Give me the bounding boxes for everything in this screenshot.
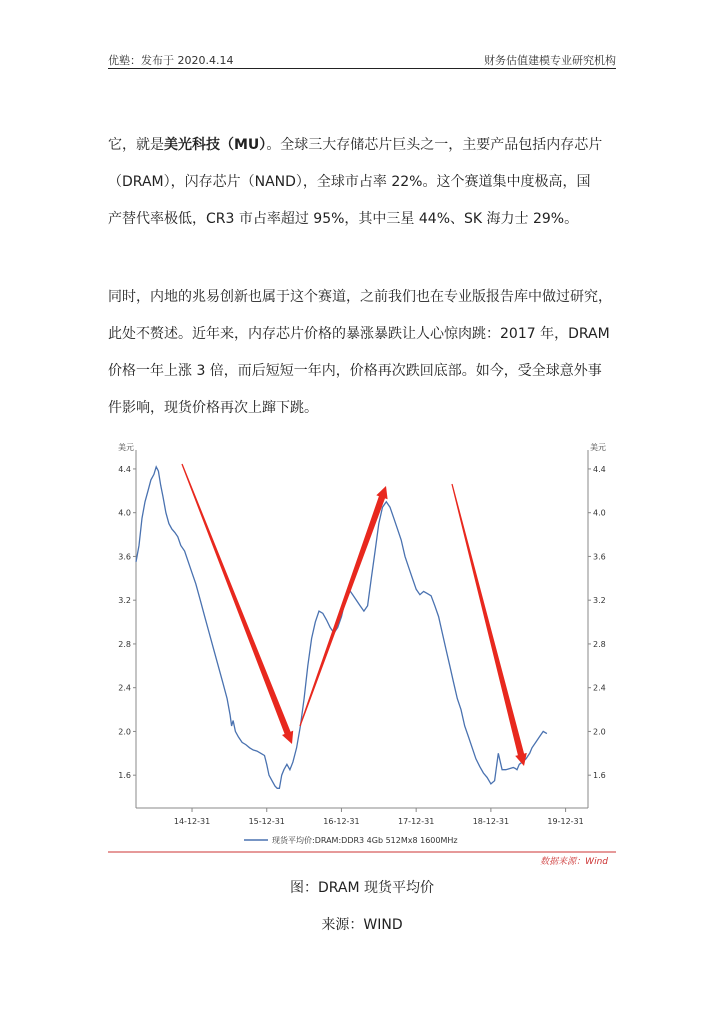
x-tick-label: 18-12-31 xyxy=(472,817,510,826)
legend-label: 现货平均价:DRAM:DDR3 4Gb 512Mx8 1600MHz xyxy=(272,836,458,845)
x-tick-label: 19-12-31 xyxy=(547,817,584,826)
paragraph-line: 产替代率极低，CR3 市占率超过 95%，其中三星 44%、SK 海力士 29%。 xyxy=(108,211,579,227)
trend-arrow-down-2 xyxy=(451,484,526,766)
x-tick-label: 15-12-31 xyxy=(248,817,285,826)
paragraph-micron xyxy=(108,127,618,238)
series-line-dram-price xyxy=(136,467,547,789)
y-tick-label-right: 4.4 xyxy=(593,464,606,474)
y-tick-label-left: 2.8 xyxy=(118,639,131,649)
paragraph-line xyxy=(108,127,618,164)
text-span: 。全球三大存储芯片巨头之一，主要产品包括内存芯片 xyxy=(266,137,603,153)
y-tick-label-left: 4.4 xyxy=(118,464,131,474)
y-tick-label-left: 3.6 xyxy=(118,552,131,562)
y-unit-right: 美元 xyxy=(590,443,606,452)
dram-price-chart xyxy=(108,440,616,868)
figure-caption: 图：DRAM 现货平均价 xyxy=(289,880,435,896)
y-tick-label-right: 3.2 xyxy=(593,596,606,606)
y-tick-label-left: 2.4 xyxy=(118,683,131,693)
figure-source: 来源：WIND xyxy=(321,917,403,933)
y-tick-label-left: 2.0 xyxy=(118,727,131,737)
paragraph-line: 同时，内地的兆易创新也属于这个赛道，之前我们也在专业版报告库中做过研究， xyxy=(108,289,612,305)
text-span: 它，就是 xyxy=(108,137,164,153)
paragraph-line: 价格一年上涨 3 倍，而后短短一年内，价格再次跌回底部。如今，受全球意外事 xyxy=(108,363,602,379)
header-divider xyxy=(108,68,616,69)
y-tick-label-right: 4.0 xyxy=(593,508,606,518)
y-tick-label-right: 2.8 xyxy=(593,639,606,649)
header-org: 财务估值建模专业研究机构 xyxy=(484,54,616,67)
header-date: 优塾：发布于 2020.4.14 xyxy=(108,54,234,67)
y-tick-label-right: 1.6 xyxy=(593,771,606,781)
trend-arrow-down-1 xyxy=(181,464,293,744)
y-tick-label-right: 2.0 xyxy=(593,727,606,737)
paragraph-line: （DRAM），闪存芯片（NAND），全球市占率 22%。这个赛道集中度极高，国 xyxy=(108,174,591,190)
company-name: 美光科技（MU） xyxy=(164,137,267,153)
y-tick-label-left: 3.2 xyxy=(118,596,131,606)
y-unit-left: 美元 xyxy=(118,443,134,452)
y-tick-label-right: 2.4 xyxy=(593,683,606,693)
x-tick-label: 17-12-31 xyxy=(398,817,435,826)
chart-svg xyxy=(108,440,616,868)
chart-source-label: 数据来源：Wind xyxy=(540,857,608,867)
trend-arrow-up xyxy=(299,486,387,726)
y-tick-label-left: 1.6 xyxy=(118,771,131,781)
paragraph-line: 件影响，现货价格再次上蹿下跳。 xyxy=(108,400,318,416)
x-tick-label: 16-12-31 xyxy=(323,817,360,826)
paragraph-dram-price xyxy=(108,279,618,427)
y-tick-label-left: 4.0 xyxy=(118,508,131,518)
y-tick-label-right: 3.6 xyxy=(593,552,606,562)
paragraph-line: 此处不赘述。近年来，内存芯片价格的暴涨暴跌让人心惊肉跳：2017 年，DRAM xyxy=(108,326,610,342)
x-tick-label: 14-12-31 xyxy=(173,817,211,826)
